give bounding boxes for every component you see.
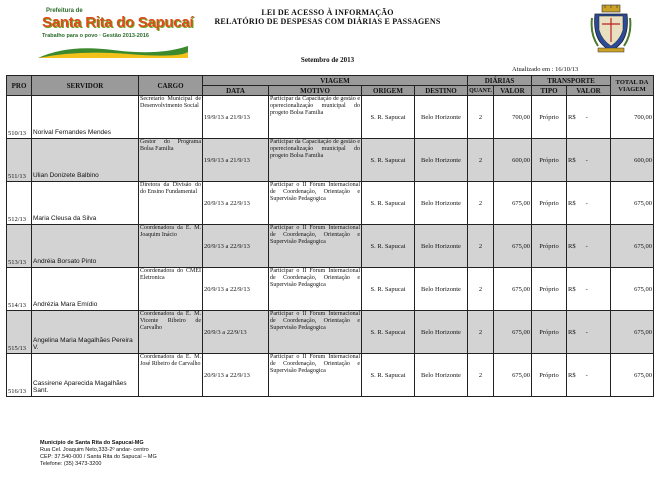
table-row bbox=[7, 96, 654, 139]
cell-destino: Belo Horizonte bbox=[415, 139, 468, 182]
cell-origem: S. R. Sapucai bbox=[362, 96, 415, 139]
cell-destino: Belo Horizonte bbox=[415, 311, 468, 354]
cell-tipo: Próprio bbox=[532, 225, 567, 268]
cell-cargo: Gestor do Programa Bolsa Familia bbox=[139, 139, 203, 182]
cell-servidor: Cassirene Aparecida Magalhães Sant. bbox=[32, 354, 139, 397]
cell-tipo: Próprio bbox=[532, 268, 567, 311]
report-month: Setembro de 2013 bbox=[300, 56, 355, 64]
cell-pro: 516/13 bbox=[7, 354, 32, 397]
cell-destino: Belo Horizonte bbox=[415, 354, 468, 397]
table-row bbox=[7, 139, 654, 182]
cell-transport-value: - bbox=[585, 242, 588, 250]
cell-data: 20/9/13 a 22/9/13 bbox=[203, 354, 269, 397]
cell-tipo: Próprio bbox=[532, 96, 567, 139]
footer-line4: Telefone: (35) 3473-3200 bbox=[40, 461, 102, 467]
cell-pro: 511/13 bbox=[7, 139, 32, 182]
cell-pro: 514/13 bbox=[7, 268, 32, 311]
report-title-line1: LEI DE ACESSO À INFORMAÇÃO bbox=[261, 8, 394, 17]
cell-quant: 2 bbox=[468, 268, 494, 311]
cell-rs bbox=[567, 354, 611, 397]
cell-rs-symbol: R$ bbox=[568, 199, 576, 207]
cell-destino: Belo Horizonte bbox=[415, 225, 468, 268]
cell-origem: S. R. Sapucai bbox=[362, 354, 415, 397]
cell-destino: Belo Horizonte bbox=[415, 182, 468, 225]
cell-rs-symbol: R$ bbox=[568, 242, 576, 250]
table-row bbox=[7, 182, 654, 225]
cell-origem: S. R. Sapucai bbox=[362, 268, 415, 311]
col-valor: VALOR bbox=[494, 86, 532, 96]
cell-tipo: Próprio bbox=[532, 354, 567, 397]
col-origem: ORIGEM bbox=[362, 86, 415, 96]
cell-tipo: Próprio bbox=[532, 182, 567, 225]
cell-valor: 700,00 bbox=[494, 96, 532, 139]
cell-servidor: Ulian Donizete Balbino bbox=[32, 139, 139, 182]
cell-total: 675,00 bbox=[611, 311, 654, 354]
cell-quant: 2 bbox=[468, 182, 494, 225]
cell-transport-value: - bbox=[585, 371, 588, 379]
cell-tipo: Próprio bbox=[532, 311, 567, 354]
cell-rs-symbol: R$ bbox=[568, 371, 576, 379]
col-servidor: SERVIDOR bbox=[32, 76, 139, 96]
cell-valor: 675,00 bbox=[494, 354, 532, 397]
cell-cargo: Diretora da Divisão do do Ensino Fundamental bbox=[139, 182, 203, 225]
updated-date: Atualizado em : 16/10/13 bbox=[512, 66, 579, 73]
cell-cargo: Coordenadora da E. M. Vicente Ribeiro de Carvalho bbox=[139, 311, 203, 354]
cell-transport-value: - bbox=[585, 285, 588, 293]
cell-rs-symbol: R$ bbox=[568, 156, 576, 164]
cell-servidor: Angelina Maria Magalhães Pereira V. bbox=[32, 311, 139, 354]
cell-transport-value: - bbox=[585, 199, 588, 207]
table-row bbox=[7, 354, 654, 397]
cell-motivo: Participar o II Fórum Internacional de Coordenação, Orientação e Supervisão Pedagogica bbox=[269, 311, 362, 354]
cell-rs bbox=[567, 139, 611, 182]
cell-servidor: Maria Cleusa da Silva bbox=[32, 182, 139, 225]
cell-motivo: Participar o II Fórum Internacional de Coordenação, Orientação e Supervisão Pedagogica bbox=[269, 268, 362, 311]
cell-valor: 600,00 bbox=[494, 139, 532, 182]
footer-address bbox=[40, 440, 157, 468]
cell-total: 675,00 bbox=[611, 354, 654, 397]
col-total: TOTAL DA VIAGEM bbox=[611, 76, 654, 96]
logo-motto: Trabalho para o povo · Gestão 2013-2016 bbox=[42, 33, 149, 39]
cell-valor: 675,00 bbox=[494, 311, 532, 354]
cell-rs bbox=[567, 96, 611, 139]
cell-tipo: Próprio bbox=[532, 139, 567, 182]
cell-motivo: Participar da Capacitação de gestão e operecionalização municipal do progeto Bolsa Familia bbox=[269, 96, 362, 139]
col-viagem: VIAGEM bbox=[203, 76, 468, 86]
cell-quant: 2 bbox=[468, 96, 494, 139]
cell-cargo: Coordenadora da E. M. José Ribeiro de Carvalho bbox=[139, 354, 203, 397]
cell-transport-value: - bbox=[585, 328, 588, 336]
cell-origem: S. R. Sapucai bbox=[362, 182, 415, 225]
cell-pro: 515/13 bbox=[7, 311, 32, 354]
cell-rs-symbol: R$ bbox=[568, 328, 576, 336]
cell-quant: 2 bbox=[468, 139, 494, 182]
cell-cargo: Coordenadora do CMEI Eletronica bbox=[139, 268, 203, 311]
col-cargo: CARGO bbox=[139, 76, 203, 96]
cell-rs bbox=[567, 311, 611, 354]
table-row bbox=[7, 225, 654, 268]
expenses-table bbox=[6, 75, 654, 397]
cell-total: 675,00 bbox=[611, 268, 654, 311]
cell-rs-symbol: R$ bbox=[568, 285, 576, 293]
cell-rs bbox=[567, 225, 611, 268]
cell-servidor: Andrézia Mara Emídio bbox=[32, 268, 139, 311]
cell-rs-symbol: R$ bbox=[568, 113, 576, 121]
cell-pro: 512/13 bbox=[7, 182, 32, 225]
cell-origem: S. R. Sapucai bbox=[362, 311, 415, 354]
cell-servidor: Norival Fernandes Mendes bbox=[32, 96, 139, 139]
cell-motivo: Participar da Capacitação de gestão e operecionalização municipal do progeto Bolsa Familia bbox=[269, 139, 362, 182]
cell-data: 20/9/3 a 22/9/13 bbox=[203, 311, 269, 354]
report-title-line2: RELATÓRIO DE DESPESAS COM DIÁRIAS E PASSAGENS bbox=[214, 17, 441, 26]
cell-motivo: Participar o II Fórum Internacional de Coordenação, Orientação e Supervisão Pedagogica bbox=[269, 225, 362, 268]
cell-destino: Belo Horizonte bbox=[415, 268, 468, 311]
col-motivo: MOTIVO bbox=[269, 86, 362, 96]
footer-line2: Rua Cel. Joaquim Neto,333-2º andar- centro bbox=[40, 447, 149, 453]
cell-destino: Belo Horizonte bbox=[415, 96, 468, 139]
col-tipo: TIPO bbox=[532, 86, 567, 96]
cell-rs bbox=[567, 268, 611, 311]
cell-origem: S. R. Sapucai bbox=[362, 139, 415, 182]
col-diarias: DIÁRIAS bbox=[468, 76, 532, 86]
logo-name: Santa Rita do Sapucaí bbox=[42, 14, 194, 31]
col-transporte: TRANSPORTE bbox=[532, 76, 611, 86]
cell-quant: 2 bbox=[468, 225, 494, 268]
cell-total: 675,00 bbox=[611, 182, 654, 225]
col-pro: PRO bbox=[7, 76, 32, 96]
cell-valor: 675,00 bbox=[494, 225, 532, 268]
col-data: DATA bbox=[203, 86, 269, 96]
cell-motivo: Participar o II Fórum Internacional de Coordenação, Orientação e Supervisão Pedagogica bbox=[269, 354, 362, 397]
col-destino: DESTINO bbox=[415, 86, 468, 96]
footer-line1: Município de Santa Rita do Sapucaí-MG bbox=[40, 440, 144, 446]
cell-valor: 675,00 bbox=[494, 268, 532, 311]
cell-servidor: Andréia Borsato Pinto bbox=[32, 225, 139, 268]
cell-data: 19/9/13 a 21/9/13 bbox=[203, 96, 269, 139]
cell-total: 600,00 bbox=[611, 139, 654, 182]
table-row bbox=[7, 268, 654, 311]
footer-line3: CEP: 37.540-000 / Santa Rita do Sapucaí – MG bbox=[40, 454, 157, 460]
cell-data: 20/9/13 a 22/9/13 bbox=[203, 182, 269, 225]
table-row bbox=[7, 311, 654, 354]
cell-data: 20/9/13 a 22/9/13 bbox=[203, 268, 269, 311]
cell-cargo: Secretario Municipal de Desenvolvimento Social bbox=[139, 96, 203, 139]
cell-data: 19/9/13 a 21/9/13 bbox=[203, 139, 269, 182]
cell-total: 675,00 bbox=[611, 225, 654, 268]
logo-prefix: Prefeitura de bbox=[46, 8, 83, 14]
col-quant: QUANT. bbox=[469, 87, 492, 94]
col-transporte-valor: VALOR bbox=[567, 86, 611, 96]
cell-pro: 510/13 bbox=[7, 96, 32, 139]
cell-transport-value: - bbox=[585, 156, 588, 164]
cell-origem: S. R. Sapucai bbox=[362, 225, 415, 268]
cell-motivo: Participar o II Fórum Internacional de Coordenação, Orientação e Supervisão Pedagogica bbox=[269, 182, 362, 225]
cell-quant: 2 bbox=[468, 311, 494, 354]
cell-total: 700,00 bbox=[611, 96, 654, 139]
cell-cargo: Coordenadora da E. M. Joaquim Inácio bbox=[139, 225, 203, 268]
cell-rs bbox=[567, 182, 611, 225]
cell-pro: 513/13 bbox=[7, 225, 32, 268]
cell-data: 20/9/13 a 22/9/13 bbox=[203, 225, 269, 268]
cell-valor: 675,00 bbox=[494, 182, 532, 225]
cell-quant: 2 bbox=[468, 354, 494, 397]
cell-transport-value: - bbox=[585, 113, 588, 121]
